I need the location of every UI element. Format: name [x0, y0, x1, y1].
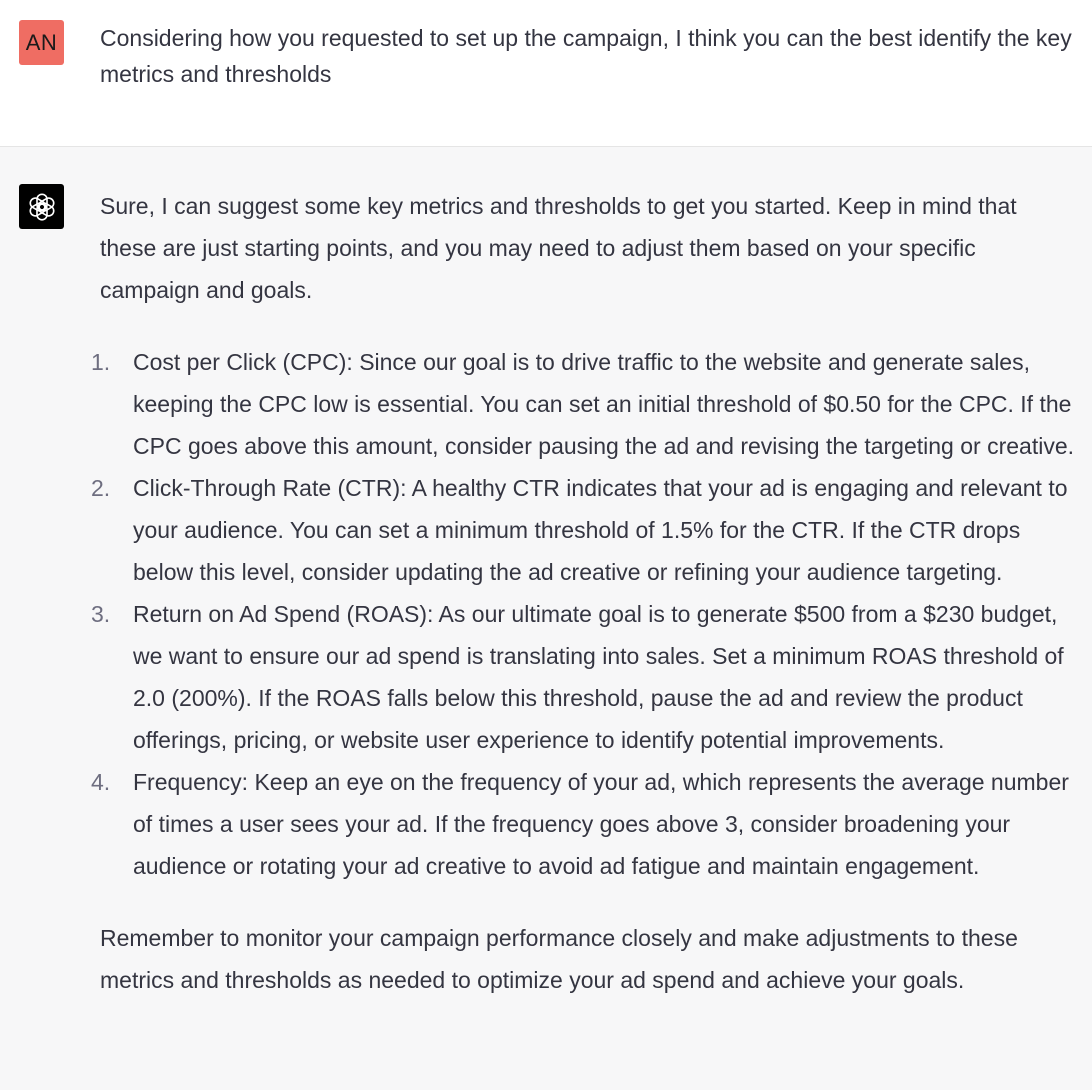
list-item: [91, 467, 1075, 593]
assistant-message-content: [91, 185, 1075, 1001]
assistant-avatar: [19, 184, 64, 229]
user-message: [0, 0, 1092, 147]
list-item-number: 2.: [91, 475, 111, 501]
list-item-text: Click-Through Rate (CTR): A healthy CTR indicates that your ad is engaging and relevant to your audience. You can set a minimum threshold of 1.5% for the CTR. If the CTR drops below this level, consider updating the ad creative or refining your audience targeting.: [133, 475, 1068, 585]
list-item-text: Return on Ad Spend (ROAS): As our ultimate goal is to generate $500 from a $230 budget, we want to ensure our ad spend is translating into sales. Set a minimum ROAS threshold of 2.0 (200%). If the ROAS falls below this threshold, pause the ad and review the product offerings, pricing, or website user experience to identify potential improvements.: [133, 601, 1064, 753]
list-item: [91, 761, 1075, 887]
openai-logo-icon: [27, 192, 57, 222]
list-item-text: Cost per Click (CPC): Since our goal is to drive traffic to the website and generate sales, keeping the CPC low is essential. You can set an initial threshold of $0.50 for the CPC. If the CPC goes above this amount, consider pausing the ad and revising the targeting or creative.: [133, 349, 1075, 459]
list-item-text: Frequency: Keep an eye on the frequency of your ad, which represents the average number of times a user sees your ad. If the frequency goes above 3, consider broadening your audience or rotating your ad creative to avoid ad fatigue and maintain engagement.: [133, 769, 1069, 879]
list-item-number: 4.: [91, 769, 111, 795]
assistant-message: [0, 147, 1092, 1090]
list-item: [91, 593, 1075, 761]
list-item-number: 1.: [91, 349, 111, 375]
list-item-number: 3.: [91, 601, 111, 627]
metrics-list: [91, 341, 1075, 887]
list-item: [91, 341, 1075, 467]
assistant-conclusion-text: Remember to monitor your campaign performance closely and make adjustments to these metrics and thresholds as needed to optimize your ad spend and achieve your goals.: [100, 925, 1018, 993]
user-avatar: AN: [19, 20, 64, 65]
user-message-text: Considering how you requested to set up the campaign, I think you can the best identify the key metrics and thresholds: [100, 25, 1072, 87]
assistant-intro-text: Sure, I can suggest some key metrics and thresholds to get you started. Keep in mind that these are just starting points, and you may need to adjust them based on your specific campaign and goals.: [100, 193, 1017, 303]
